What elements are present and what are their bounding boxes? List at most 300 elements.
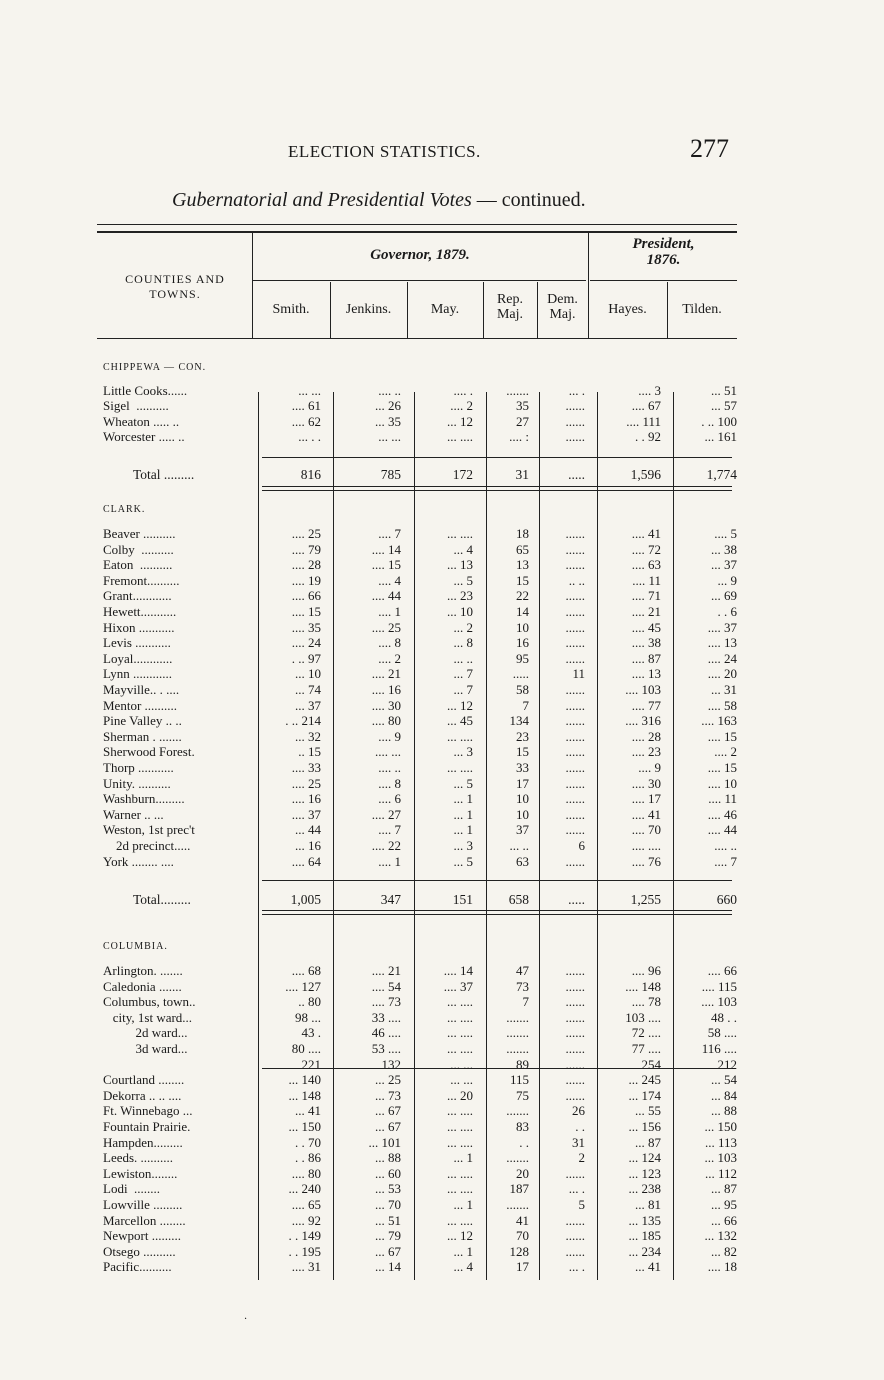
cell-hayes: ... 234 bbox=[628, 1243, 661, 1259]
row-name: Newport ......... bbox=[103, 1229, 181, 1244]
cell-tilden: ... 95 bbox=[711, 1197, 737, 1212]
cell-smith: .... 25 bbox=[291, 526, 321, 541]
cell-rep-maj: 22 bbox=[516, 588, 529, 604]
cell-tilden: .... 10 bbox=[707, 775, 737, 791]
col-header-line1: Dem. bbox=[547, 292, 578, 307]
row-name: Fremont.......... bbox=[103, 573, 180, 588]
cell-may: ... .... bbox=[447, 526, 473, 541]
top-rule-2 bbox=[97, 231, 737, 233]
cell-may: ... 1 bbox=[453, 806, 473, 822]
cell-may: ... 7 bbox=[453, 682, 473, 697]
row-name: Worcester ..... .. bbox=[103, 429, 185, 444]
cell-rep-maj: .... : bbox=[509, 428, 529, 444]
cell-dem-maj: ...... bbox=[565, 1243, 585, 1259]
table-row bbox=[103, 1198, 743, 1212]
row-name: Beaver .......... bbox=[103, 527, 176, 541]
president-header-line1: President, bbox=[632, 236, 695, 252]
cell-smith: 816 bbox=[300, 467, 321, 482]
cell-tilden: ... 103 bbox=[704, 1150, 737, 1166]
cell-may: ... ... bbox=[450, 1056, 473, 1072]
table-row bbox=[103, 855, 743, 869]
cell-dem-maj: 26 bbox=[572, 1103, 585, 1119]
cell-dem-maj: ...... bbox=[565, 822, 585, 838]
cell-jenkins: .... 4 bbox=[378, 572, 401, 588]
cell-dem-maj: ...... bbox=[565, 1087, 585, 1103]
cell-may: ... .... bbox=[447, 1165, 473, 1181]
cell-smith: ... 150 bbox=[288, 1119, 321, 1134]
row-name: Little Cooks...... bbox=[103, 384, 188, 398]
col-header-line1: Jenkins. bbox=[345, 302, 392, 317]
cell-hayes: ... 55 bbox=[635, 1103, 661, 1119]
cell-smith: .... 79 bbox=[291, 541, 321, 557]
cell-jenkins: .... 27 bbox=[371, 806, 401, 822]
cell-may: ... .... bbox=[447, 1181, 473, 1197]
cell-smith: 98 ... bbox=[295, 1009, 321, 1025]
cell-jenkins: .... 22 bbox=[371, 838, 401, 853]
row-name: 2d precinct..... bbox=[103, 839, 191, 853]
section-label-columbia: COLUMBIA. bbox=[103, 941, 168, 952]
row-name: Sherwood Forest. bbox=[103, 745, 195, 760]
cell-tilden: ... 66 bbox=[711, 1212, 737, 1228]
cell-rep-maj: 15 bbox=[516, 572, 529, 588]
row-name: Ft. Winnebago ... bbox=[103, 1104, 193, 1119]
cell-hayes: .... 17 bbox=[631, 791, 661, 807]
total-double-rule bbox=[262, 490, 732, 491]
cell-may: 172 bbox=[452, 467, 473, 482]
cell-rep-maj: ....... bbox=[506, 1150, 529, 1166]
cell-dem-maj: ...... bbox=[565, 1212, 585, 1228]
running-title: ELECTION STATISTICS. bbox=[288, 142, 481, 161]
cell-tilden: ... 87 bbox=[711, 1181, 737, 1197]
cell-tilden: .... 2 bbox=[714, 744, 737, 760]
cell-jenkins: .... 30 bbox=[371, 697, 401, 713]
table-row bbox=[103, 636, 743, 650]
cell-may: ... 13 bbox=[447, 557, 473, 573]
cell-smith: .... 64 bbox=[291, 853, 321, 869]
cell-may: ... 2 bbox=[453, 619, 473, 635]
cell-dem-maj: . . bbox=[575, 1119, 585, 1134]
cell-smith: .. 80 bbox=[298, 994, 321, 1010]
counties-header-line1: COUNTIES AND bbox=[125, 272, 225, 286]
cell-jenkins: .... ... bbox=[375, 744, 401, 760]
cell-jenkins: 46 .... bbox=[371, 1025, 401, 1041]
cell-hayes: .... 76 bbox=[631, 853, 661, 869]
total-row-chippewa bbox=[103, 468, 743, 482]
row-name: Weston, 1st prec't bbox=[103, 823, 195, 838]
cell-rep-maj: ..... bbox=[512, 666, 529, 682]
cell-tilden: ... 82 bbox=[711, 1243, 737, 1259]
president-group-header bbox=[590, 236, 737, 268]
cell-hayes: .... 71 bbox=[631, 588, 661, 604]
cell-jenkins: .... 44 bbox=[371, 588, 401, 604]
col-header-rep-maj bbox=[483, 292, 537, 322]
col-header-line1: Tilden. bbox=[682, 302, 722, 317]
cell-hayes: ... 87 bbox=[635, 1134, 661, 1150]
cell-jenkins: .... 16 bbox=[371, 682, 401, 697]
table-row bbox=[103, 543, 743, 557]
cell-smith: .... 65 bbox=[291, 1197, 321, 1212]
cell-hayes: . . 92 bbox=[635, 428, 661, 444]
cell-tilden: ... 84 bbox=[711, 1087, 737, 1103]
cell-rep-maj: ....... bbox=[506, 383, 529, 398]
cell-tilden: 116 .... bbox=[701, 1041, 737, 1056]
cell-hayes: .... 28 bbox=[631, 728, 661, 744]
cell-may: ... 5 bbox=[453, 572, 473, 588]
table-row bbox=[103, 574, 743, 588]
cell-jenkins: .... 1 bbox=[378, 853, 401, 869]
cell-rep-maj: ....... bbox=[506, 1103, 529, 1119]
cell-tilden: .... 24 bbox=[707, 650, 737, 666]
cell-dem-maj: 6 bbox=[578, 838, 585, 853]
table-row bbox=[103, 1042, 743, 1056]
table-row bbox=[103, 605, 743, 619]
row-name: Fountain Prairie. bbox=[103, 1120, 191, 1134]
table-row bbox=[103, 415, 743, 429]
cell-may: ... .... bbox=[447, 994, 473, 1010]
cell-tilden: ... 37 bbox=[711, 557, 737, 573]
cell-dem-maj: ... . bbox=[568, 1181, 585, 1197]
cell-dem-maj: ...... bbox=[565, 728, 585, 744]
cell-smith: .... 62 bbox=[291, 413, 321, 429]
cell-smith: ... 41 bbox=[295, 1103, 321, 1119]
cell-smith: .... 16 bbox=[291, 791, 321, 807]
row-name: Lynn ............ bbox=[103, 667, 172, 682]
column-divider bbox=[588, 232, 589, 338]
cell-may: ... 10 bbox=[447, 604, 473, 619]
cell-jenkins: .... 2 bbox=[378, 650, 401, 666]
cell-jenkins: ... 35 bbox=[375, 413, 401, 429]
cell-smith: . . 195 bbox=[288, 1243, 321, 1259]
cell-smith: . . 86 bbox=[295, 1150, 321, 1166]
cell-hayes: .... 96 bbox=[631, 963, 661, 978]
cell-hayes: .... 11 bbox=[632, 572, 661, 588]
cell-smith: . .. 214 bbox=[285, 713, 321, 729]
col-header-line1: Smith. bbox=[272, 302, 310, 317]
table-row bbox=[103, 1089, 743, 1103]
cell-may: ... .... bbox=[447, 1041, 473, 1056]
table-row bbox=[103, 792, 743, 806]
cell-dem-maj: ...... bbox=[565, 713, 585, 729]
cell-jenkins: .... 73 bbox=[371, 994, 401, 1010]
cell-tilden: ... 57 bbox=[711, 398, 737, 414]
table-row bbox=[103, 1182, 743, 1196]
cell-may: ... 5 bbox=[453, 853, 473, 869]
cell-jenkins: .... 8 bbox=[378, 635, 401, 651]
cell-dem-maj: ...... bbox=[565, 994, 585, 1010]
cell-tilden: 660 bbox=[716, 892, 737, 907]
cell-rep-maj: 115 bbox=[509, 1072, 529, 1088]
cell-smith: 221 bbox=[301, 1056, 321, 1072]
cell-jenkins: .... .. bbox=[378, 760, 401, 775]
table-row bbox=[103, 1214, 743, 1228]
cell-dem-maj: ..... bbox=[568, 467, 585, 482]
cell-jenkins: .... 7 bbox=[378, 822, 401, 838]
cell-jenkins: ... 67 bbox=[375, 1103, 401, 1119]
cell-smith: .. 15 bbox=[298, 744, 321, 760]
cell-hayes: .... 316 bbox=[625, 713, 661, 729]
row-name: Arlington. ....... bbox=[103, 964, 183, 978]
cell-may: ... 23 bbox=[447, 588, 473, 604]
cell-dem-maj: ...... bbox=[565, 1025, 585, 1041]
table-row bbox=[103, 980, 743, 994]
cell-may: ... .. bbox=[453, 650, 473, 666]
table-row bbox=[103, 683, 743, 697]
cell-may: ... ... bbox=[450, 1072, 473, 1088]
cell-jenkins: .... 8 bbox=[378, 775, 401, 791]
cell-rep-maj: 83 bbox=[516, 1119, 529, 1134]
cell-dem-maj: ...... bbox=[565, 526, 585, 541]
cell-rep-maj: 20 bbox=[516, 1165, 529, 1181]
cell-hayes: .... 23 bbox=[631, 744, 661, 760]
row-name: Marcellon ........ bbox=[103, 1213, 186, 1228]
table-row bbox=[103, 823, 743, 837]
cell-jenkins: ... 67 bbox=[375, 1119, 401, 1134]
cell-dem-maj: ... . bbox=[568, 1259, 585, 1275]
cell-smith: .... 37 bbox=[291, 806, 321, 822]
row-name: Leeds. .......... bbox=[103, 1151, 174, 1166]
cell-tilden: ... 113 bbox=[704, 1134, 737, 1150]
cell-hayes: .... .... bbox=[631, 838, 661, 853]
cell-rep-maj: 10 bbox=[516, 619, 529, 635]
cell-rep-maj: 75 bbox=[516, 1087, 529, 1103]
cell-smith: .... 61 bbox=[291, 398, 321, 414]
table-row bbox=[103, 1120, 743, 1134]
cell-rep-maj: 128 bbox=[509, 1243, 529, 1259]
top-rule-1 bbox=[97, 224, 737, 225]
cell-jenkins: ... 14 bbox=[375, 1259, 401, 1275]
president-group-rule bbox=[590, 280, 737, 281]
cell-rep-maj: 13 bbox=[516, 557, 529, 573]
cell-hayes: 1,596 bbox=[630, 467, 661, 482]
cell-rep-maj: 14 bbox=[516, 604, 529, 619]
cell-smith: .... 80 bbox=[291, 1165, 321, 1181]
cell-may: ... .... bbox=[447, 1134, 473, 1150]
cell-rep-maj: ... .. bbox=[509, 838, 529, 853]
subtotal-rule bbox=[262, 880, 732, 881]
cell-rep-maj: 17 bbox=[516, 775, 529, 791]
cell-dem-maj: ...... bbox=[565, 978, 585, 994]
cell-tilden: .... 11 bbox=[708, 791, 737, 807]
cell-tilden: ... 150 bbox=[704, 1119, 737, 1134]
table-row bbox=[103, 384, 743, 398]
cell-may: .... 2 bbox=[450, 398, 473, 414]
cell-jenkins: 53 .... bbox=[371, 1041, 401, 1056]
cell-smith: ... 32 bbox=[295, 728, 321, 744]
cell-hayes: .... 148 bbox=[625, 978, 661, 994]
cell-may: 151 bbox=[452, 892, 473, 907]
cell-may: ... 12 bbox=[447, 413, 473, 429]
cell-jenkins: ... 79 bbox=[375, 1228, 401, 1244]
cell-smith: . . 149 bbox=[288, 1228, 321, 1244]
cell-hayes: .... 77 bbox=[631, 697, 661, 713]
cell-may: ... 1 bbox=[453, 822, 473, 838]
cell-hayes: .... 41 bbox=[631, 526, 661, 541]
cell-dem-maj: ...... bbox=[565, 775, 585, 791]
cell-tilden: ... 132 bbox=[704, 1228, 737, 1244]
cell-dem-maj: ...... bbox=[565, 619, 585, 635]
cell-may: ... 7 bbox=[453, 666, 473, 682]
page-speck: · bbox=[244, 1314, 248, 1325]
header-bottom-rule bbox=[97, 338, 737, 339]
cell-rep-maj: 63 bbox=[516, 853, 529, 869]
cell-dem-maj: ...... bbox=[565, 1009, 585, 1025]
cell-hayes: .... 70 bbox=[631, 822, 661, 838]
cell-hayes: 254 bbox=[641, 1056, 661, 1072]
cell-hayes: 103 .... bbox=[625, 1009, 661, 1025]
cell-tilden: ... 31 bbox=[711, 682, 737, 697]
row-name: Otsego .......... bbox=[103, 1244, 176, 1259]
row-name: Hampden......... bbox=[103, 1135, 183, 1150]
cell-tilden: .... 15 bbox=[707, 760, 737, 775]
table-row bbox=[103, 995, 743, 1009]
cell-may: ... 4 bbox=[453, 1259, 473, 1275]
governor-group-header: Governor, 1879. bbox=[370, 247, 470, 263]
cell-hayes: .... 103 bbox=[625, 682, 661, 697]
cell-rep-maj: 41 bbox=[516, 1212, 529, 1228]
cell-jenkins: 33 .... bbox=[371, 1009, 401, 1025]
cell-dem-maj: ...... bbox=[565, 1056, 585, 1072]
cell-smith: . . 70 bbox=[295, 1134, 321, 1150]
cell-tilden: . . 6 bbox=[717, 604, 737, 619]
cell-hayes: ... 41 bbox=[635, 1259, 661, 1275]
counties-header bbox=[100, 272, 250, 302]
cell-tilden: 58 .... bbox=[707, 1025, 737, 1041]
cell-tilden: .... 163 bbox=[701, 713, 737, 729]
cell-tilden: .... 103 bbox=[701, 994, 737, 1010]
row-name: Grant............ bbox=[103, 589, 172, 604]
cell-dem-maj: ...... bbox=[565, 1041, 585, 1056]
cell-jenkins: ... 70 bbox=[375, 1197, 401, 1212]
cell-rep-maj: ....... bbox=[506, 1197, 529, 1212]
table-row bbox=[103, 1104, 743, 1118]
cell-rep-maj: 31 bbox=[515, 467, 529, 482]
cell-smith: 43 . bbox=[301, 1025, 321, 1041]
cell-tilden: .... 46 bbox=[707, 806, 737, 822]
cell-jenkins: .... 15 bbox=[371, 557, 401, 573]
table-row bbox=[103, 1151, 743, 1165]
row-name: Thorp ........... bbox=[103, 761, 174, 775]
cell-may: ... .... bbox=[447, 1103, 473, 1119]
row-name: Levis ........... bbox=[103, 636, 171, 651]
cell-tilden: .... 44 bbox=[707, 822, 737, 838]
row-name: Hewett........... bbox=[103, 605, 177, 619]
cell-dem-maj: ...... bbox=[565, 1165, 585, 1181]
cell-rep-maj: ....... bbox=[506, 1025, 529, 1041]
president-header-line2: 1876. bbox=[646, 252, 681, 268]
cell-may: ... 8 bbox=[453, 635, 473, 651]
cell-dem-maj: ...... bbox=[565, 963, 585, 978]
cell-dem-maj: ...... bbox=[565, 682, 585, 697]
cell-hayes: ... 238 bbox=[628, 1181, 661, 1197]
cell-smith: ... 10 bbox=[295, 666, 321, 682]
cell-dem-maj: 5 bbox=[578, 1197, 585, 1212]
table-row bbox=[103, 399, 743, 413]
table-row bbox=[103, 777, 743, 791]
subtotal-rule bbox=[262, 457, 732, 458]
cell-may: ... .... bbox=[447, 1025, 473, 1041]
row-name: Unity. .......... bbox=[103, 776, 171, 791]
cell-rep-maj: 18 bbox=[516, 526, 529, 541]
cell-smith: .... 127 bbox=[285, 978, 321, 994]
cell-jenkins: ... 53 bbox=[375, 1181, 401, 1197]
cell-dem-maj: ...... bbox=[565, 697, 585, 713]
cell-hayes: .... 41 bbox=[631, 806, 661, 822]
cell-tilden: .... 13 bbox=[707, 635, 737, 651]
cell-rep-maj: 37 bbox=[516, 822, 529, 838]
cell-jenkins: .... 1 bbox=[378, 604, 401, 619]
cell-hayes: 1,255 bbox=[630, 892, 661, 907]
cell-hayes: ... 185 bbox=[628, 1228, 661, 1244]
table-row bbox=[103, 1058, 743, 1072]
cell-rep-maj: 7 bbox=[522, 697, 529, 713]
cell-smith: ... 44 bbox=[295, 822, 321, 838]
cell-dem-maj: ...... bbox=[565, 1228, 585, 1244]
cell-may: ... 12 bbox=[447, 1228, 473, 1244]
cell-smith: .... 66 bbox=[291, 588, 321, 604]
table-row bbox=[103, 808, 743, 822]
cell-hayes: .... 67 bbox=[631, 398, 661, 414]
cell-dem-maj: ...... bbox=[565, 806, 585, 822]
total-row-clark bbox=[103, 893, 743, 907]
table-row bbox=[103, 1260, 743, 1274]
cell-dem-maj: ...... bbox=[565, 1072, 585, 1088]
table-row bbox=[103, 839, 743, 853]
page-number: 277 bbox=[690, 134, 729, 163]
cell-dem-maj: ...... bbox=[565, 635, 585, 651]
cell-dem-maj: ...... bbox=[565, 791, 585, 807]
caption-italic: Gubernatorial and Presidential Votes bbox=[172, 189, 472, 211]
cell-tilden: .... 58 bbox=[707, 697, 737, 713]
cell-may: ... .... bbox=[447, 1212, 473, 1228]
table-row bbox=[103, 589, 743, 603]
cell-dem-maj: ...... bbox=[565, 541, 585, 557]
col-header-tilden bbox=[667, 302, 737, 317]
table-row bbox=[103, 1011, 743, 1025]
cell-may: ... 4 bbox=[453, 541, 473, 557]
cell-may: ... 12 bbox=[447, 697, 473, 713]
cell-hayes: .... 38 bbox=[631, 635, 661, 651]
row-name: Caledonia ....... bbox=[103, 979, 182, 994]
cell-may: ... .... bbox=[447, 728, 473, 744]
cell-may: ... .... bbox=[447, 760, 473, 775]
row-name: York ........ .... bbox=[103, 854, 174, 869]
cell-hayes: .... 30 bbox=[631, 775, 661, 791]
cell-rep-maj: 89 bbox=[516, 1056, 529, 1072]
cell-may: ... 1 bbox=[453, 1243, 473, 1259]
total-double-rule bbox=[262, 486, 732, 487]
cell-smith: .... 15 bbox=[291, 604, 321, 619]
cell-smith: .... 24 bbox=[291, 635, 321, 651]
cell-jenkins: ... 101 bbox=[368, 1134, 401, 1150]
cell-dem-maj: 11 bbox=[572, 666, 585, 682]
caption-continued: — continued. bbox=[471, 189, 586, 211]
col-header-smith bbox=[252, 302, 330, 317]
cell-rep-maj: 658 bbox=[508, 892, 529, 907]
row-name: 3d ward... bbox=[103, 1042, 188, 1056]
cell-jenkins: .... 25 bbox=[371, 619, 401, 635]
col-header-line2: Maj. bbox=[549, 307, 576, 322]
cell-smith: .... 92 bbox=[291, 1212, 321, 1228]
cell-may: ... 3 bbox=[453, 744, 473, 760]
cell-smith: 80 .... bbox=[291, 1041, 321, 1056]
row-name: 2d ward... bbox=[103, 1026, 188, 1041]
col-header-line1: May. bbox=[430, 302, 460, 317]
cell-jenkins: ... 88 bbox=[375, 1150, 401, 1166]
cell-jenkins: .... 14 bbox=[371, 541, 401, 557]
cell-jenkins: ... 73 bbox=[375, 1087, 401, 1103]
cell-rep-maj: 134 bbox=[509, 713, 529, 729]
cell-smith: ... 74 bbox=[295, 682, 321, 697]
